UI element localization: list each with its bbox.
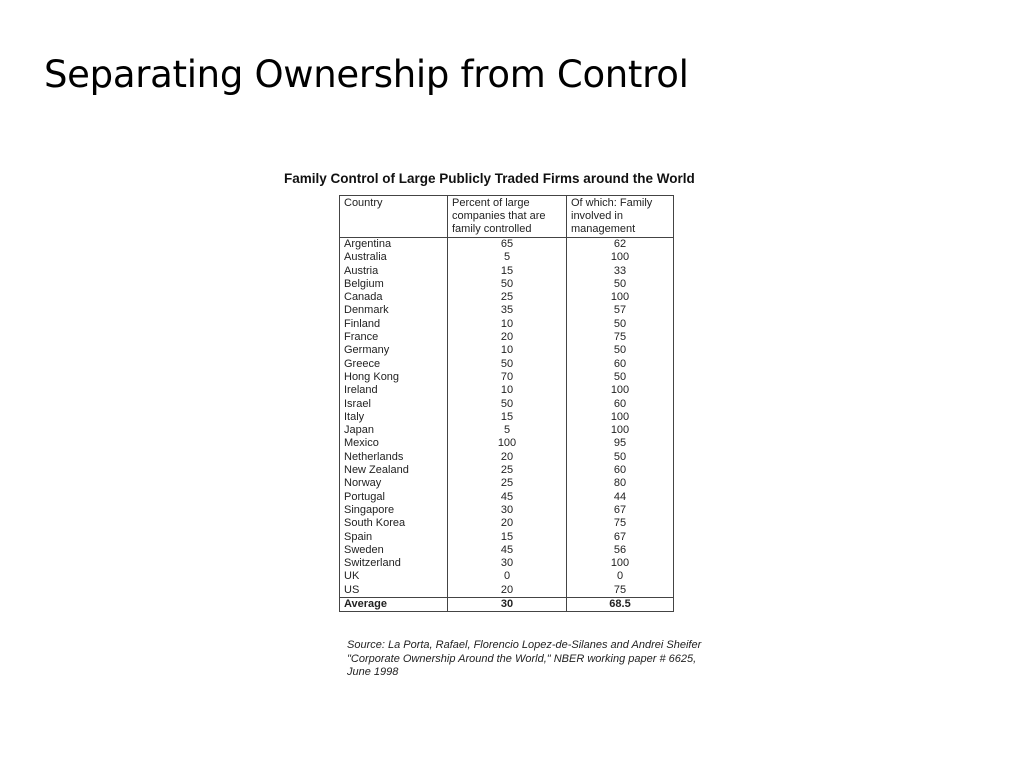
- average-cell-family-in-management: 68.5: [567, 598, 674, 612]
- table-row: [340, 491, 674, 504]
- cell-family-in-management: 44: [567, 491, 674, 504]
- cell-family-in-management: 100: [567, 251, 674, 264]
- cell-family-in-management: 0: [567, 570, 674, 583]
- table-row: [340, 318, 674, 331]
- cell-percent-family-controlled: 45: [448, 544, 567, 557]
- table-row: [340, 584, 674, 598]
- table-row: [340, 371, 674, 384]
- cell-percent-family-controlled: 10: [448, 344, 567, 357]
- slide-title: Separating Ownership from Control: [44, 53, 689, 96]
- table-row: [340, 398, 674, 411]
- table-row: [340, 557, 674, 570]
- cell-percent-family-controlled: 20: [448, 331, 567, 344]
- cell-country: Denmark: [340, 304, 448, 317]
- source-note: Source: La Porta, Rafael, Florencio Lopez-de-Silanes and Andrei Sheifer "Corporate Ownership Around the World," NBER working paper # 6625, June 1998: [347, 639, 702, 678]
- table-row: [340, 451, 674, 464]
- table-row: [340, 278, 674, 291]
- cell-percent-family-controlled: 20: [448, 584, 567, 598]
- header-country: Country: [340, 196, 448, 238]
- table-row: [340, 464, 674, 477]
- table-row: [340, 411, 674, 424]
- cell-percent-family-controlled: 25: [448, 477, 567, 490]
- table-row: [340, 238, 674, 252]
- table-row: [340, 291, 674, 304]
- table-row: [340, 504, 674, 517]
- cell-percent-family-controlled: 5: [448, 424, 567, 437]
- cell-percent-family-controlled: 5: [448, 251, 567, 264]
- cell-country: Sweden: [340, 544, 448, 557]
- cell-percent-family-controlled: 30: [448, 504, 567, 517]
- cell-family-in-management: 56: [567, 544, 674, 557]
- cell-percent-family-controlled: 25: [448, 464, 567, 477]
- cell-percent-family-controlled: 0: [448, 570, 567, 583]
- cell-country: Portugal: [340, 491, 448, 504]
- table-row: [340, 437, 674, 450]
- table-row: [340, 544, 674, 557]
- cell-family-in-management: 100: [567, 291, 674, 304]
- cell-country: Hong Kong: [340, 371, 448, 384]
- cell-family-in-management: 60: [567, 358, 674, 371]
- cell-country: UK: [340, 570, 448, 583]
- cell-family-in-management: 50: [567, 318, 674, 331]
- cell-country: US: [340, 584, 448, 598]
- cell-family-in-management: 67: [567, 531, 674, 544]
- cell-country: Norway: [340, 477, 448, 490]
- table-row: [340, 251, 674, 264]
- cell-country: Netherlands: [340, 451, 448, 464]
- cell-country: Germany: [340, 344, 448, 357]
- cell-family-in-management: 95: [567, 437, 674, 450]
- cell-country: Switzerland: [340, 557, 448, 570]
- table-row: [340, 517, 674, 530]
- cell-family-in-management: 100: [567, 557, 674, 570]
- cell-family-in-management: 75: [567, 584, 674, 598]
- cell-family-in-management: 100: [567, 384, 674, 397]
- cell-country: Ireland: [340, 384, 448, 397]
- cell-family-in-management: 60: [567, 464, 674, 477]
- cell-family-in-management: 50: [567, 344, 674, 357]
- table-row: [340, 384, 674, 397]
- family-control-table: [339, 195, 674, 612]
- cell-country: Argentina: [340, 238, 448, 252]
- cell-percent-family-controlled: 65: [448, 238, 567, 252]
- cell-percent-family-controlled: 10: [448, 318, 567, 331]
- cell-family-in-management: 50: [567, 451, 674, 464]
- cell-country: Singapore: [340, 504, 448, 517]
- cell-percent-family-controlled: 30: [448, 557, 567, 570]
- cell-country: Canada: [340, 291, 448, 304]
- average-cell-country: Average: [340, 598, 448, 612]
- cell-country: South Korea: [340, 517, 448, 530]
- cell-family-in-management: 60: [567, 398, 674, 411]
- cell-family-in-management: 100: [567, 424, 674, 437]
- cell-country: Austria: [340, 265, 448, 278]
- table-body: [340, 238, 674, 612]
- cell-percent-family-controlled: 15: [448, 531, 567, 544]
- cell-percent-family-controlled: 50: [448, 398, 567, 411]
- cell-percent-family-controlled: 50: [448, 358, 567, 371]
- cell-percent-family-controlled: 35: [448, 304, 567, 317]
- cell-country: New Zealand: [340, 464, 448, 477]
- cell-family-in-management: 62: [567, 238, 674, 252]
- cell-percent-family-controlled: 20: [448, 451, 567, 464]
- cell-percent-family-controlled: 10: [448, 384, 567, 397]
- cell-country: Belgium: [340, 278, 448, 291]
- cell-family-in-management: 50: [567, 278, 674, 291]
- table-average-row: [340, 598, 674, 612]
- table-row: [340, 477, 674, 490]
- cell-percent-family-controlled: 15: [448, 411, 567, 424]
- cell-percent-family-controlled: 100: [448, 437, 567, 450]
- average-cell-percent-family-controlled: 30: [448, 598, 567, 612]
- table-row: [340, 331, 674, 344]
- cell-family-in-management: 75: [567, 517, 674, 530]
- table-row: [340, 265, 674, 278]
- cell-country: Italy: [340, 411, 448, 424]
- table-row: [340, 358, 674, 371]
- table-row: [340, 531, 674, 544]
- cell-country: Israel: [340, 398, 448, 411]
- table-row: [340, 344, 674, 357]
- cell-country: Spain: [340, 531, 448, 544]
- cell-country: France: [340, 331, 448, 344]
- cell-family-in-management: 33: [567, 265, 674, 278]
- cell-family-in-management: 75: [567, 331, 674, 344]
- cell-percent-family-controlled: 70: [448, 371, 567, 384]
- table-row: [340, 570, 674, 583]
- cell-percent-family-controlled: 25: [448, 291, 567, 304]
- cell-country: Australia: [340, 251, 448, 264]
- cell-family-in-management: 50: [567, 371, 674, 384]
- header-percent-family-controlled: Percent of large companies that are family controlled: [448, 196, 567, 238]
- table-caption: Family Control of Large Publicly Traded Firms around the World: [284, 171, 695, 186]
- cell-percent-family-controlled: 45: [448, 491, 567, 504]
- cell-percent-family-controlled: 15: [448, 265, 567, 278]
- table-row: [340, 304, 674, 317]
- table-row: [340, 424, 674, 437]
- cell-country: Japan: [340, 424, 448, 437]
- cell-percent-family-controlled: 20: [448, 517, 567, 530]
- cell-family-in-management: 57: [567, 304, 674, 317]
- table-header-row: [340, 196, 674, 238]
- cell-country: Finland: [340, 318, 448, 331]
- cell-percent-family-controlled: 50: [448, 278, 567, 291]
- cell-country: Greece: [340, 358, 448, 371]
- cell-family-in-management: 80: [567, 477, 674, 490]
- cell-family-in-management: 67: [567, 504, 674, 517]
- header-family-in-management: Of which: Family involved in management: [567, 196, 674, 238]
- table-figure: [284, 171, 734, 678]
- cell-country: Mexico: [340, 437, 448, 450]
- cell-family-in-management: 100: [567, 411, 674, 424]
